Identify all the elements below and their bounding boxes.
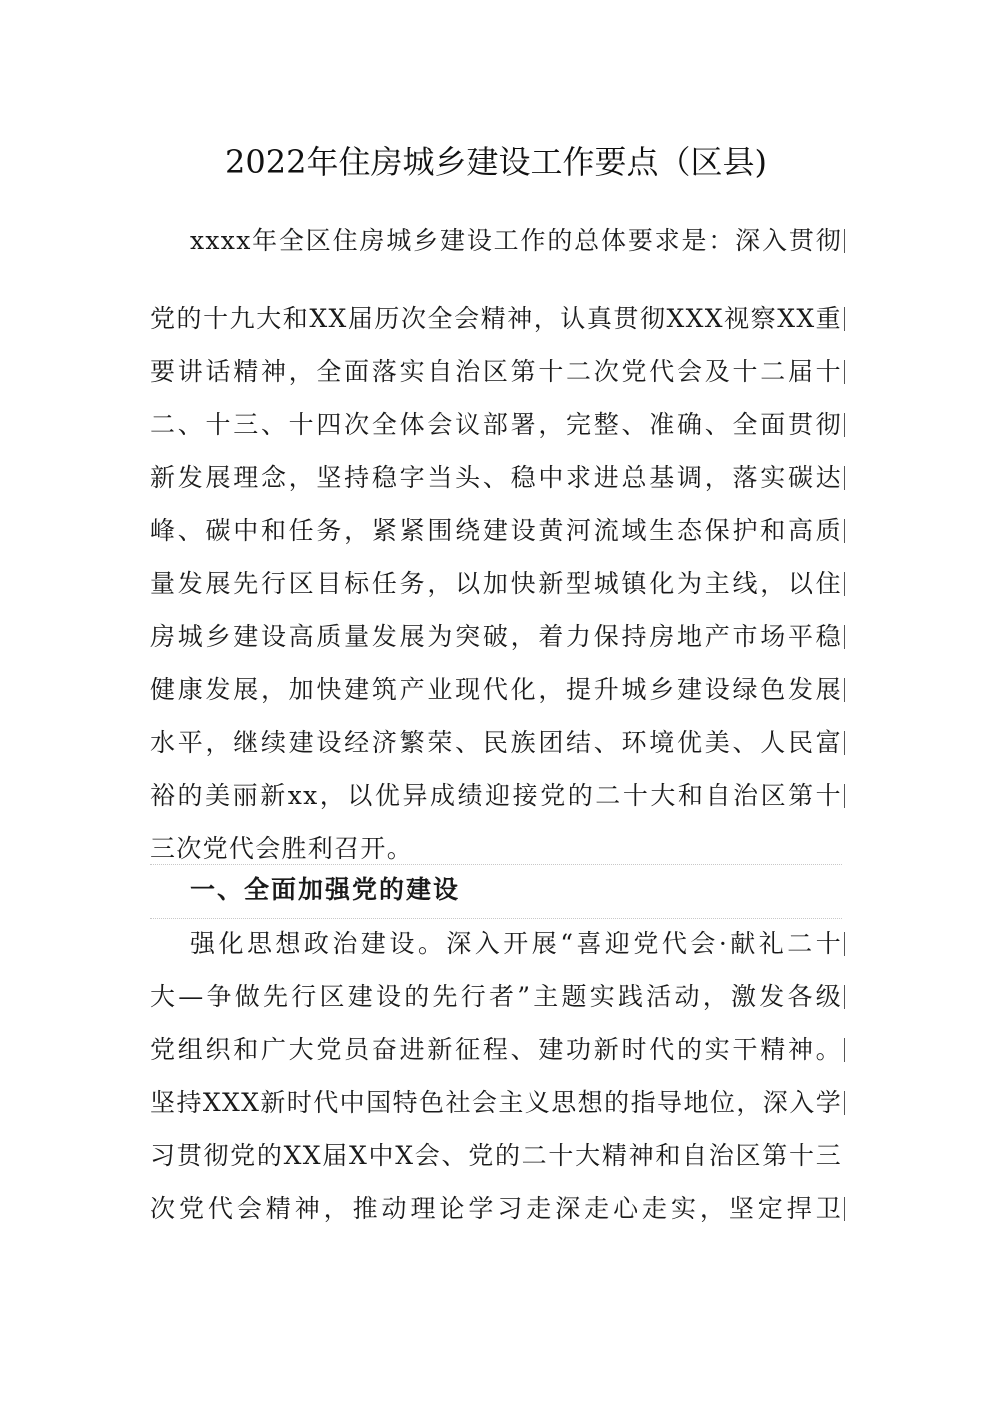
paragraph-1-line-8: 房城乡建设高质量发展为突破，着力保持房地产市场平稳 (150, 622, 842, 651)
line-end-mark (844, 519, 845, 543)
section-divider (150, 864, 842, 865)
line-end-mark (844, 985, 845, 1009)
paragraph-1-line-9: 健康发展，加快建筑产业现代化，提升城乡建设绿色发展 (150, 675, 842, 704)
line-end-mark (844, 678, 845, 702)
paragraph-1-line-12: 三次党代会胜利召开。 (150, 834, 414, 863)
paragraph-1-line-3: 要讲话精神，全面落实自治区第十二次党代会及十二届十 (150, 357, 842, 386)
line-end-mark (844, 731, 845, 755)
line-end-mark (844, 413, 845, 437)
line-end-mark (844, 1091, 845, 1115)
line-end-mark (844, 229, 845, 253)
line-end-mark (844, 572, 845, 596)
paragraph-1-line-1: xxxx年全区住房城乡建设工作的总体要求是：深入贯彻 (190, 226, 842, 255)
line-end-mark (844, 466, 845, 490)
paragraph-1-line-11: 裕的美丽新xx，以优异成绩迎接党的二十大和自治区第十 (150, 781, 842, 810)
paragraph-1-line-10: 水平，继续建设经济繁荣、民族团结、环境优美、人民富 (150, 728, 842, 757)
line-end-mark (844, 307, 845, 331)
line-end-mark (844, 784, 845, 808)
line-end-mark (844, 360, 845, 384)
paragraph-2-line-6: 次党代会精神，推动理论学习走深走心走实，坚定捍卫 (150, 1194, 842, 1223)
paragraph-1-line-7: 量发展先行区目标任务，以加快新型城镇化为主线，以住 (150, 569, 842, 598)
line-end-mark (844, 1197, 845, 1221)
paragraph-1-line-5: 新发展理念，坚持稳字当头、稳中求进总基调，落实碳达 (150, 463, 842, 492)
paragraph-2-line-5: 习贯彻党的XX届X中X会、党的二十大精神和自治区第十三 (150, 1141, 842, 1170)
paragraph-2-line-2: 大—争做先行区建设的先行者”主题实践活动，激发各级 (150, 982, 842, 1011)
section-divider (150, 918, 842, 919)
paragraph-1-line-2: 党的十九大和XX届历次全会精神，认真贯彻XXX视察XX重 (150, 304, 842, 333)
section-heading: 一、全面加强党的建设 (190, 875, 461, 904)
line-end-mark (844, 932, 845, 956)
paragraph-1-line-4: 二、十三、十四次全体会议部署，完整、准确、全面贯彻 (150, 410, 842, 439)
paragraph-2-line-3: 党组织和广大党员奋进新征程、建功新时代的实干精神。 (150, 1035, 842, 1064)
paragraph-1-line-6: 峰、碳中和任务，紧紧围绕建设黄河流域生态保护和高质 (150, 516, 842, 545)
paragraph-2-line-1: 强化思想政治建设。深入开展“喜迎党代会·献礼二十 (190, 929, 842, 958)
document-title: 2022年住房城乡建设工作要点（区县) (225, 143, 767, 181)
line-end-mark (844, 1038, 845, 1062)
paragraph-2-line-4: 坚持XXX新时代中国特色社会主义思想的指导地位，深入学 (150, 1088, 842, 1117)
line-end-mark (844, 625, 845, 649)
